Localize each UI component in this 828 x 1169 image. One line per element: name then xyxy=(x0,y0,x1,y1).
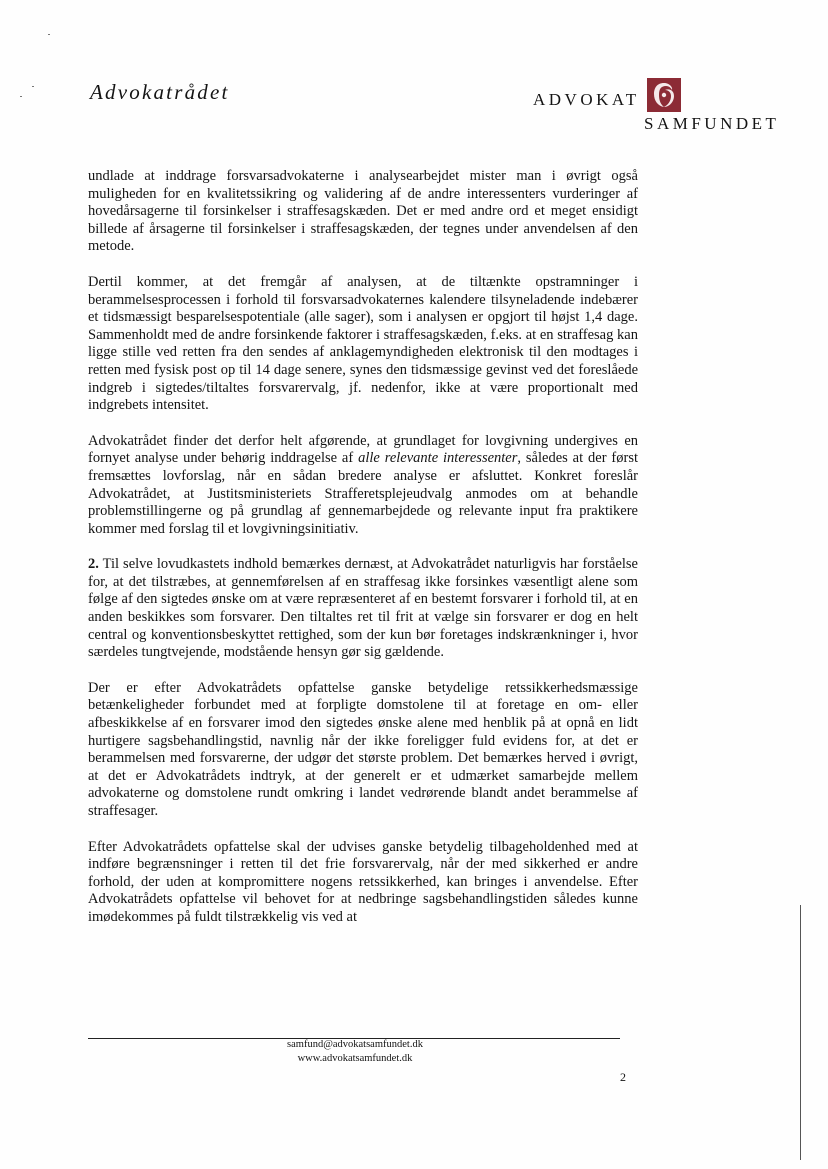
logo-text-top: ADVOKAT xyxy=(533,90,640,109)
advokatsamfundet-logo-icon xyxy=(647,78,681,112)
section-number: 2. xyxy=(88,556,99,573)
paragraph-text: Advokatrådet finder det derfor helt afgørende, at grundlaget for lovgivning undergives en fornyet analyse under behørig inddragelse af xyxy=(88,432,638,467)
paragraph xyxy=(88,556,638,662)
paragraph: Dertil kommer, at det fremgår af analysen, at de tiltænkte opstramninger i berammelsesprocessen i forhold til forsvarsadvokaternes kalendere tilsyneladende indebærer et tidsmæssigt besparelsespotentiale (alle sager), som i analysen er opgjort til højst 1,4 dage. Sammenholdt med de andre forsinkende faktorer i straffesagskæden, f.eks. at en straffesag kan ligge stille ved retten fra den sendes af anklagemyndigheden elektronisk til den modtages i retten med fysisk post op til 14 dage senere, synes den tidsmæssige gevinst ved det foreslåede indgreb i sigtedes/tiltaltes forsvarervalg, jf. nedenfor, ikke at være proportionalt med indgrebets intensitet. xyxy=(88,273,638,414)
scan-speck xyxy=(32,86,34,87)
paragraph: undlade at inddrage forsvarsadvokaterne i analysearbejdet mister man i øvrigt også muligheden for en kvalitetssikring og validering af de andre interessenters vurderinger af hovedårsagerne til forsinkelser i straffesagskæden. Det er med andre ord et meget ensidigt billede af årsagerne til forsinkelser i straffesagskæden, der tegnes under anvendelsen af den metode. xyxy=(88,168,638,255)
emphasis-text: alle relevante interessenter xyxy=(358,450,518,467)
footer-email: samfund@advokatsamfundet.dk xyxy=(287,1039,423,1050)
paragraph: Der er efter Advokatrådets opfattelse ganske betydelige retssikkerhedsmæssige betænkeligheder forbundet med at forpligte domstolene til at foretage en om- eller afbeskikkelse af en forsvarer imod den sigtedes ønske alene med henblik på at opnå en lidt hurtigere sagsbehandlingstid, navnlig når der ikke foreligger fuld evidens for, at det er berammelsen med forsvarerne, der udgør det største problem. Det bemærkes herved i øvrigt, at det er Advokatrådets indtryk, at der generelt er et udmærket samarbejde mellem advokaterne og domstolene rundt omkring i landet vedrørende blandt andet berammelse af straffesager. xyxy=(88,679,638,819)
paragraph-text: , således at der først fremsættes lovforslag, når en sådan bredere analyse er afsluttet. Konkret foreslår Advokatrådet, at Justitsministeriets Strafferetsplejeudvalg anmodes om at behandle problemstillingerne og på grundlag af gennemarbejdede og relevante input fra praktikere kommer med forslag til et lovgivningsinitiativ. xyxy=(88,450,638,537)
header-title: Advokatrådet xyxy=(90,80,230,104)
letter-body xyxy=(88,168,638,945)
scan-speck xyxy=(20,96,22,97)
scan-speck xyxy=(48,34,50,35)
paragraph: Efter Advokatrådets opfattelse skal der udvises ganske betydelig tilbageholdenhed med at indføre begrænsninger i retten til det frie forsvarervalg, når der med sikkerhed er andre forhold, der uden at kompromittere nogens retssikkerhed, kan bringes i anvendelse. Efter Advokatrådets opfattelse vil behovet for at nedbringe sagsbehandlingstiden således kunne imødekommes på fuldt tilstrækkelig vis ved at xyxy=(88,838,638,925)
scan-margin-line xyxy=(800,905,801,1160)
paragraph xyxy=(88,433,638,539)
logo-text-bottom: SAMFUNDET xyxy=(644,114,780,133)
paragraph-text: Til selve lovudkastets indhold bemærkes dernæst, at Advokatrådet naturligvis har forståelse for, at det tilstræbes, at gennemførelsen af en straffesag ikke forsinkes væsentligt alene som følge af den sigtedes ønske om at være repræsenteret af en bestemt forsvarer i forhold til, at en anden beskikkes som forsvarer. Den tiltaltes ret til frit at vælge sin forsvarer er dog en helt central og konventionsbeskyttet rettighed, som der kun bør foretages indskrænkninger i, hvor særdeles tungtvejende, modstående hensyn gør sig gældende. xyxy=(88,556,638,661)
page-number: 2 xyxy=(620,1070,626,1084)
footer-website: www.advokatsamfundet.dk xyxy=(297,1053,413,1064)
